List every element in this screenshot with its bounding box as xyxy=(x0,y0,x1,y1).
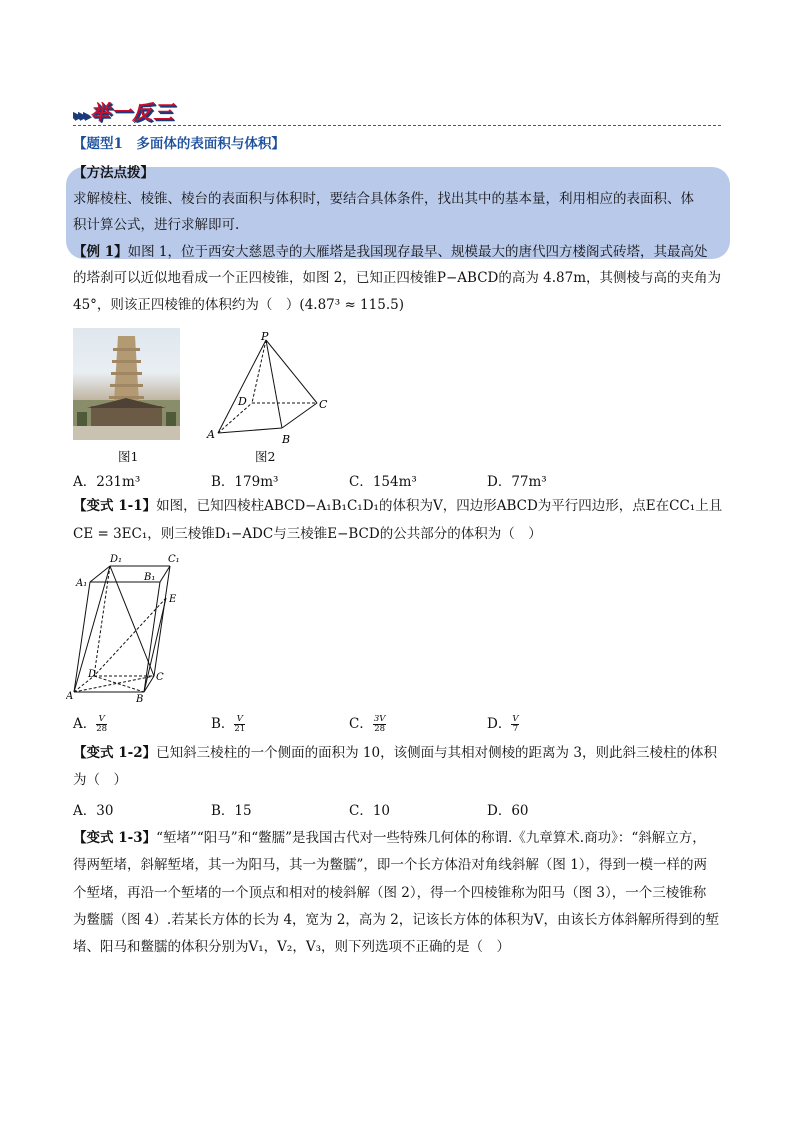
pyramid-label-d: D xyxy=(238,395,247,408)
method-heading: 【方法点拨】 xyxy=(73,165,154,181)
method-text-line-1: 求解棱柱、棱锥、棱台的表面积与体积时，要结合具体条件，找出其中的基本量，利用相应的表面积、体 xyxy=(73,191,694,207)
prism-label-a1: A₁ xyxy=(76,578,88,589)
fig2-caption: 图2 xyxy=(255,449,276,464)
pyramid-label-c: C xyxy=(319,398,328,411)
variant11-option-a-frac xyxy=(96,715,107,734)
variant11-option-d-den: 7 xyxy=(512,724,519,734)
variant11-option-b-den: 21 xyxy=(234,724,246,734)
variant12-text-1: 已知斜三棱柱的一个侧面的面积为 10，该侧面与其相对侧棱的距离为 3，则此斜三棱柱的体积 xyxy=(156,745,717,761)
variant11-option-a[interactable] xyxy=(73,712,107,734)
variant11-option-c-den: 28 xyxy=(374,724,386,734)
variant11-option-d-frac xyxy=(511,715,519,734)
variant11-option-a-num: V xyxy=(96,715,107,725)
variant12-option-b[interactable]: B．15 xyxy=(211,803,252,819)
variant11-option-a-letter: A． xyxy=(73,716,97,732)
pyramid-figure xyxy=(204,328,334,448)
variant11-option-b-num: V xyxy=(234,715,245,725)
example1-option-c[interactable]: C．154m³ xyxy=(349,474,417,490)
variant11-text-1: 如图，已知四棱柱ABCD−A₁B₁C₁D₁的体积为V，四边形ABCD为平行四边形，点E在CC₁上且 xyxy=(156,498,723,514)
prism-label-e: E xyxy=(169,594,177,605)
prism-figure xyxy=(66,552,186,702)
variant11-option-c-num: 3V xyxy=(373,714,386,724)
banner-title: 举一反三 xyxy=(90,100,175,124)
variant12-option-d[interactable]: D．60 xyxy=(487,803,529,819)
variant13-line-4: 为鳖臑（图 4）.若某长方体的长为 4，宽为 2，高为 2，记该长方体的体积为V，由该长方体斜解所得到的堑 xyxy=(73,912,720,928)
variant11-line-1 xyxy=(73,497,723,516)
variant12-line-1 xyxy=(73,744,723,763)
pyramid-label-b: B xyxy=(282,433,291,446)
example1-option-d[interactable]: D．77m³ xyxy=(487,474,547,490)
banner-divider xyxy=(73,125,721,126)
variant11-option-d[interactable] xyxy=(487,712,519,734)
variant11-option-c[interactable] xyxy=(349,712,386,734)
variant11-option-c-frac xyxy=(373,715,387,734)
variant11-option-d-num: V xyxy=(512,714,519,724)
variant13-line-3: 个堑堵，再沿一个堑堵的一个顶点和相对的棱斜解（图 2），得一个四棱锥称为阳马（图 3），一个三棱锥称 xyxy=(73,885,707,901)
example1-line-2: 的塔刹可以近似地看成一个正四棱锥，如图 2，已知正四棱锥P−ABCD的高为 4.87m，其侧棱与高的夹角为 xyxy=(73,270,721,286)
variant12-tag: 【变式 1-2】 xyxy=(73,745,157,761)
prism-label-c: C xyxy=(156,672,164,683)
variant11-line-2: CE = 3EC₁，则三棱锥D₁−ADC与三棱锥E−BCD的公共部分的体积为（ ） xyxy=(73,526,542,542)
example1-option-b[interactable]: B．179m³ xyxy=(211,474,279,490)
method-text-line-2: 积计算公式，进行求解即可. xyxy=(73,217,240,233)
pyramid-label-p: P xyxy=(261,330,269,343)
example1-option-a[interactable]: A．231m³ xyxy=(73,474,141,490)
example1-line-1 xyxy=(73,243,723,262)
variant11-options xyxy=(73,712,723,732)
variant11-option-a-den: 28 xyxy=(96,724,108,734)
variant11-option-c-letter: C． xyxy=(349,716,373,732)
prism-label-d1: D₁ xyxy=(110,554,123,565)
variant13-line-1 xyxy=(73,829,723,848)
variant13-tag: 【变式 1-3】 xyxy=(73,830,157,846)
variant12-options xyxy=(73,799,723,819)
section-banner xyxy=(73,96,203,124)
example1-text-1: 如图 1，位于西安大慈恩寺的大雁塔是我国现存最早、规模最大的唐代四方楼阁式砖塔，其最高处 xyxy=(127,244,708,260)
variant12-line-2: 为（ ） xyxy=(73,772,127,788)
variant11-option-d-letter: D． xyxy=(487,716,512,732)
banner-arrows: ▸▸▸ xyxy=(73,107,89,123)
variant13-line-5: 堵、阳马和鳖臑的体积分别为V₁，V₂，V₃，则下列选项不正确的是（ ） xyxy=(73,939,510,955)
pyramid-label-a: A xyxy=(207,428,215,441)
pagoda-drawing xyxy=(73,328,180,440)
variant12-option-c[interactable]: C．10 xyxy=(349,803,391,819)
variant13-line-2: 得两堑堵，斜解堑堵，其一为阳马，其一为鳖臑”，即一个长方体沿对角线斜解（图 1），得到一模一样的两 xyxy=(73,857,708,873)
topic-title: 【题型1 多面体的表面积与体积】 xyxy=(73,136,285,152)
variant11-option-b[interactable] xyxy=(211,712,245,734)
variant11-option-b-letter: B． xyxy=(211,716,235,732)
prism-label-c1: C₁ xyxy=(168,554,180,565)
example1-tag: 【例 1】 xyxy=(73,244,128,260)
prism-label-b: B xyxy=(136,694,144,702)
example1-options xyxy=(73,470,723,490)
prism-label-b1: B₁ xyxy=(144,572,156,583)
prism-label-a: A xyxy=(66,691,74,702)
example1-line-3: 45°，则该正四棱锥的体积约为（ ）(4.87³ ≈ 115.5) xyxy=(73,297,404,313)
variant11-tag: 【变式 1-1】 xyxy=(73,498,157,514)
prism-label-d: D xyxy=(88,669,97,680)
fig1-caption: 图1 xyxy=(118,449,139,464)
variant12-option-a[interactable]: A．30 xyxy=(73,803,114,819)
pagoda-photo xyxy=(73,328,180,440)
variant13-text-1: “堑堵”“阳马”和“鳖臑”是我国古代对一些特殊几何体的称谓.《九章算术.商功》：“斜解立方， xyxy=(156,830,706,846)
variant11-option-b-frac xyxy=(234,715,245,734)
